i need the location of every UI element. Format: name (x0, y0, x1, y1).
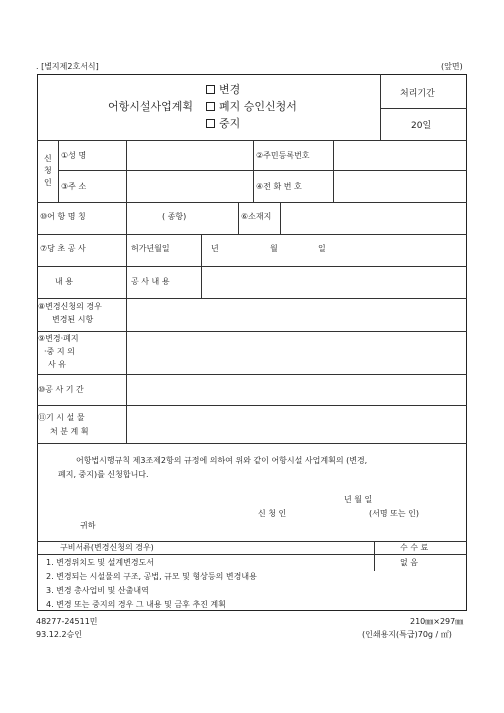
paper-spec: (인쇄용지(특급)70g / ㎡) (362, 630, 452, 639)
form-title: 어항시설사업계획 (108, 100, 194, 113)
application-date[interactable]: 년 월 일 (344, 495, 373, 504)
divider (37, 443, 467, 444)
required-doc-item: 4. 변경 또는 중지의 경우 그 내용 및 금후 추진 계획 (46, 600, 226, 609)
divider (37, 541, 467, 542)
resident-number-label: ②주민등록번호 (256, 151, 310, 160)
disposal-plan-field[interactable] (127, 406, 466, 442)
divider (37, 234, 467, 235)
day-label[interactable]: 일 (318, 244, 326, 253)
name-field[interactable] (127, 141, 252, 169)
resident-number-field[interactable] (334, 141, 466, 169)
processing-period-value: 20일 (411, 121, 432, 131)
construction-period-label: ⑩공 사 기 간 (38, 385, 84, 394)
changed-items-field[interactable] (127, 299, 466, 330)
reason-label: 사 유 (48, 360, 66, 369)
required-docs-header: 구비서류(변경신청의 경우) (60, 543, 154, 552)
original-work-label: ⑦당 초 공 사 (40, 244, 86, 253)
addressee-label: 귀하 (80, 521, 96, 530)
work-content-label: 공 사 내 용 (131, 277, 170, 286)
required-doc-item: 1. 변경위치도 및 설계변경도서 (46, 558, 154, 567)
harbor-type-field[interactable]: ( 종항) (162, 212, 187, 221)
applicant-group-label: 청 (44, 166, 52, 175)
phone-label: ④전 화 번 호 (256, 182, 302, 191)
reason-label: ·중 지 의 (44, 347, 75, 356)
applicant-group-label: 인 (44, 178, 52, 187)
form-number: . [별지제2호서식] (36, 62, 99, 71)
harbor-name-label: ⑩어 항 명 칭 (40, 212, 86, 221)
divider (58, 140, 59, 202)
divider (374, 541, 375, 571)
checkbox-icon (206, 85, 215, 94)
divider (238, 202, 239, 234)
option-suspend[interactable]: 중지 (206, 118, 240, 129)
approval-date: 93.12.2승인 (36, 630, 82, 639)
required-doc-item: 3. 변경 총사업비 및 산출내역 (46, 586, 149, 595)
option-change[interactable]: 변경 (206, 84, 240, 95)
fee-label: 수 수 료 (400, 543, 429, 552)
disposal-plan-label: ⑪기 시 설 물 (38, 413, 85, 422)
checkbox-icon (206, 102, 215, 111)
divider (380, 108, 467, 109)
content-label: 내 용 (55, 277, 73, 286)
year-label[interactable]: 년 (211, 244, 219, 253)
fee-value: 없 음 (400, 558, 418, 567)
address-field[interactable] (127, 171, 252, 201)
applicant-sign-label: 신 청 인 (258, 509, 287, 518)
paper-size: 210㎜×297㎜ (410, 617, 464, 626)
applicant-group-label: 신 (44, 154, 52, 163)
statement-text: 어항법시행규칙 제3조제2항의 규정에 의하여 위와 같이 어항시설 사업계획의 (변경, (76, 456, 368, 465)
location-label: ⑥소재지 (241, 212, 272, 221)
permit-date-label: 허가년월일 (131, 244, 170, 253)
signature-field[interactable]: (서명 또는 인) (369, 509, 419, 518)
statement-text: 폐지, 중지)를 신청합니다. (58, 470, 149, 479)
disposal-plan-label: 처 분 계 획 (50, 427, 89, 436)
location-field[interactable] (281, 203, 466, 233)
reason-label: ⑨변경·폐지 (38, 334, 79, 343)
option-abolish[interactable]: 폐지 승인신청서 (206, 101, 297, 112)
divider (253, 140, 254, 202)
name-label: ①성 명 (61, 151, 87, 160)
form-code: 48277-24511민 (36, 617, 98, 626)
construction-period-field[interactable] (127, 375, 466, 404)
phone-field[interactable] (334, 171, 466, 201)
month-label[interactable]: 월 (270, 244, 278, 253)
checkbox-icon (206, 119, 215, 128)
changed-items-label: 변경된 시항 (52, 315, 94, 324)
divider (37, 554, 467, 555)
address-label: ③주 소 (61, 182, 87, 191)
required-doc-item: 2. 변경되는 시설물의 구조, 공법, 규모 및 형상등의 변경내용 (46, 572, 257, 581)
changed-items-label: ⑧변경신청의 경우 (38, 302, 102, 311)
page-side-label: (앞면) (441, 62, 463, 71)
processing-period-label: 처리기간 (400, 89, 435, 99)
reason-field[interactable] (127, 332, 466, 373)
divider (126, 202, 127, 234)
divider (380, 74, 381, 140)
work-content-field[interactable] (202, 267, 466, 297)
